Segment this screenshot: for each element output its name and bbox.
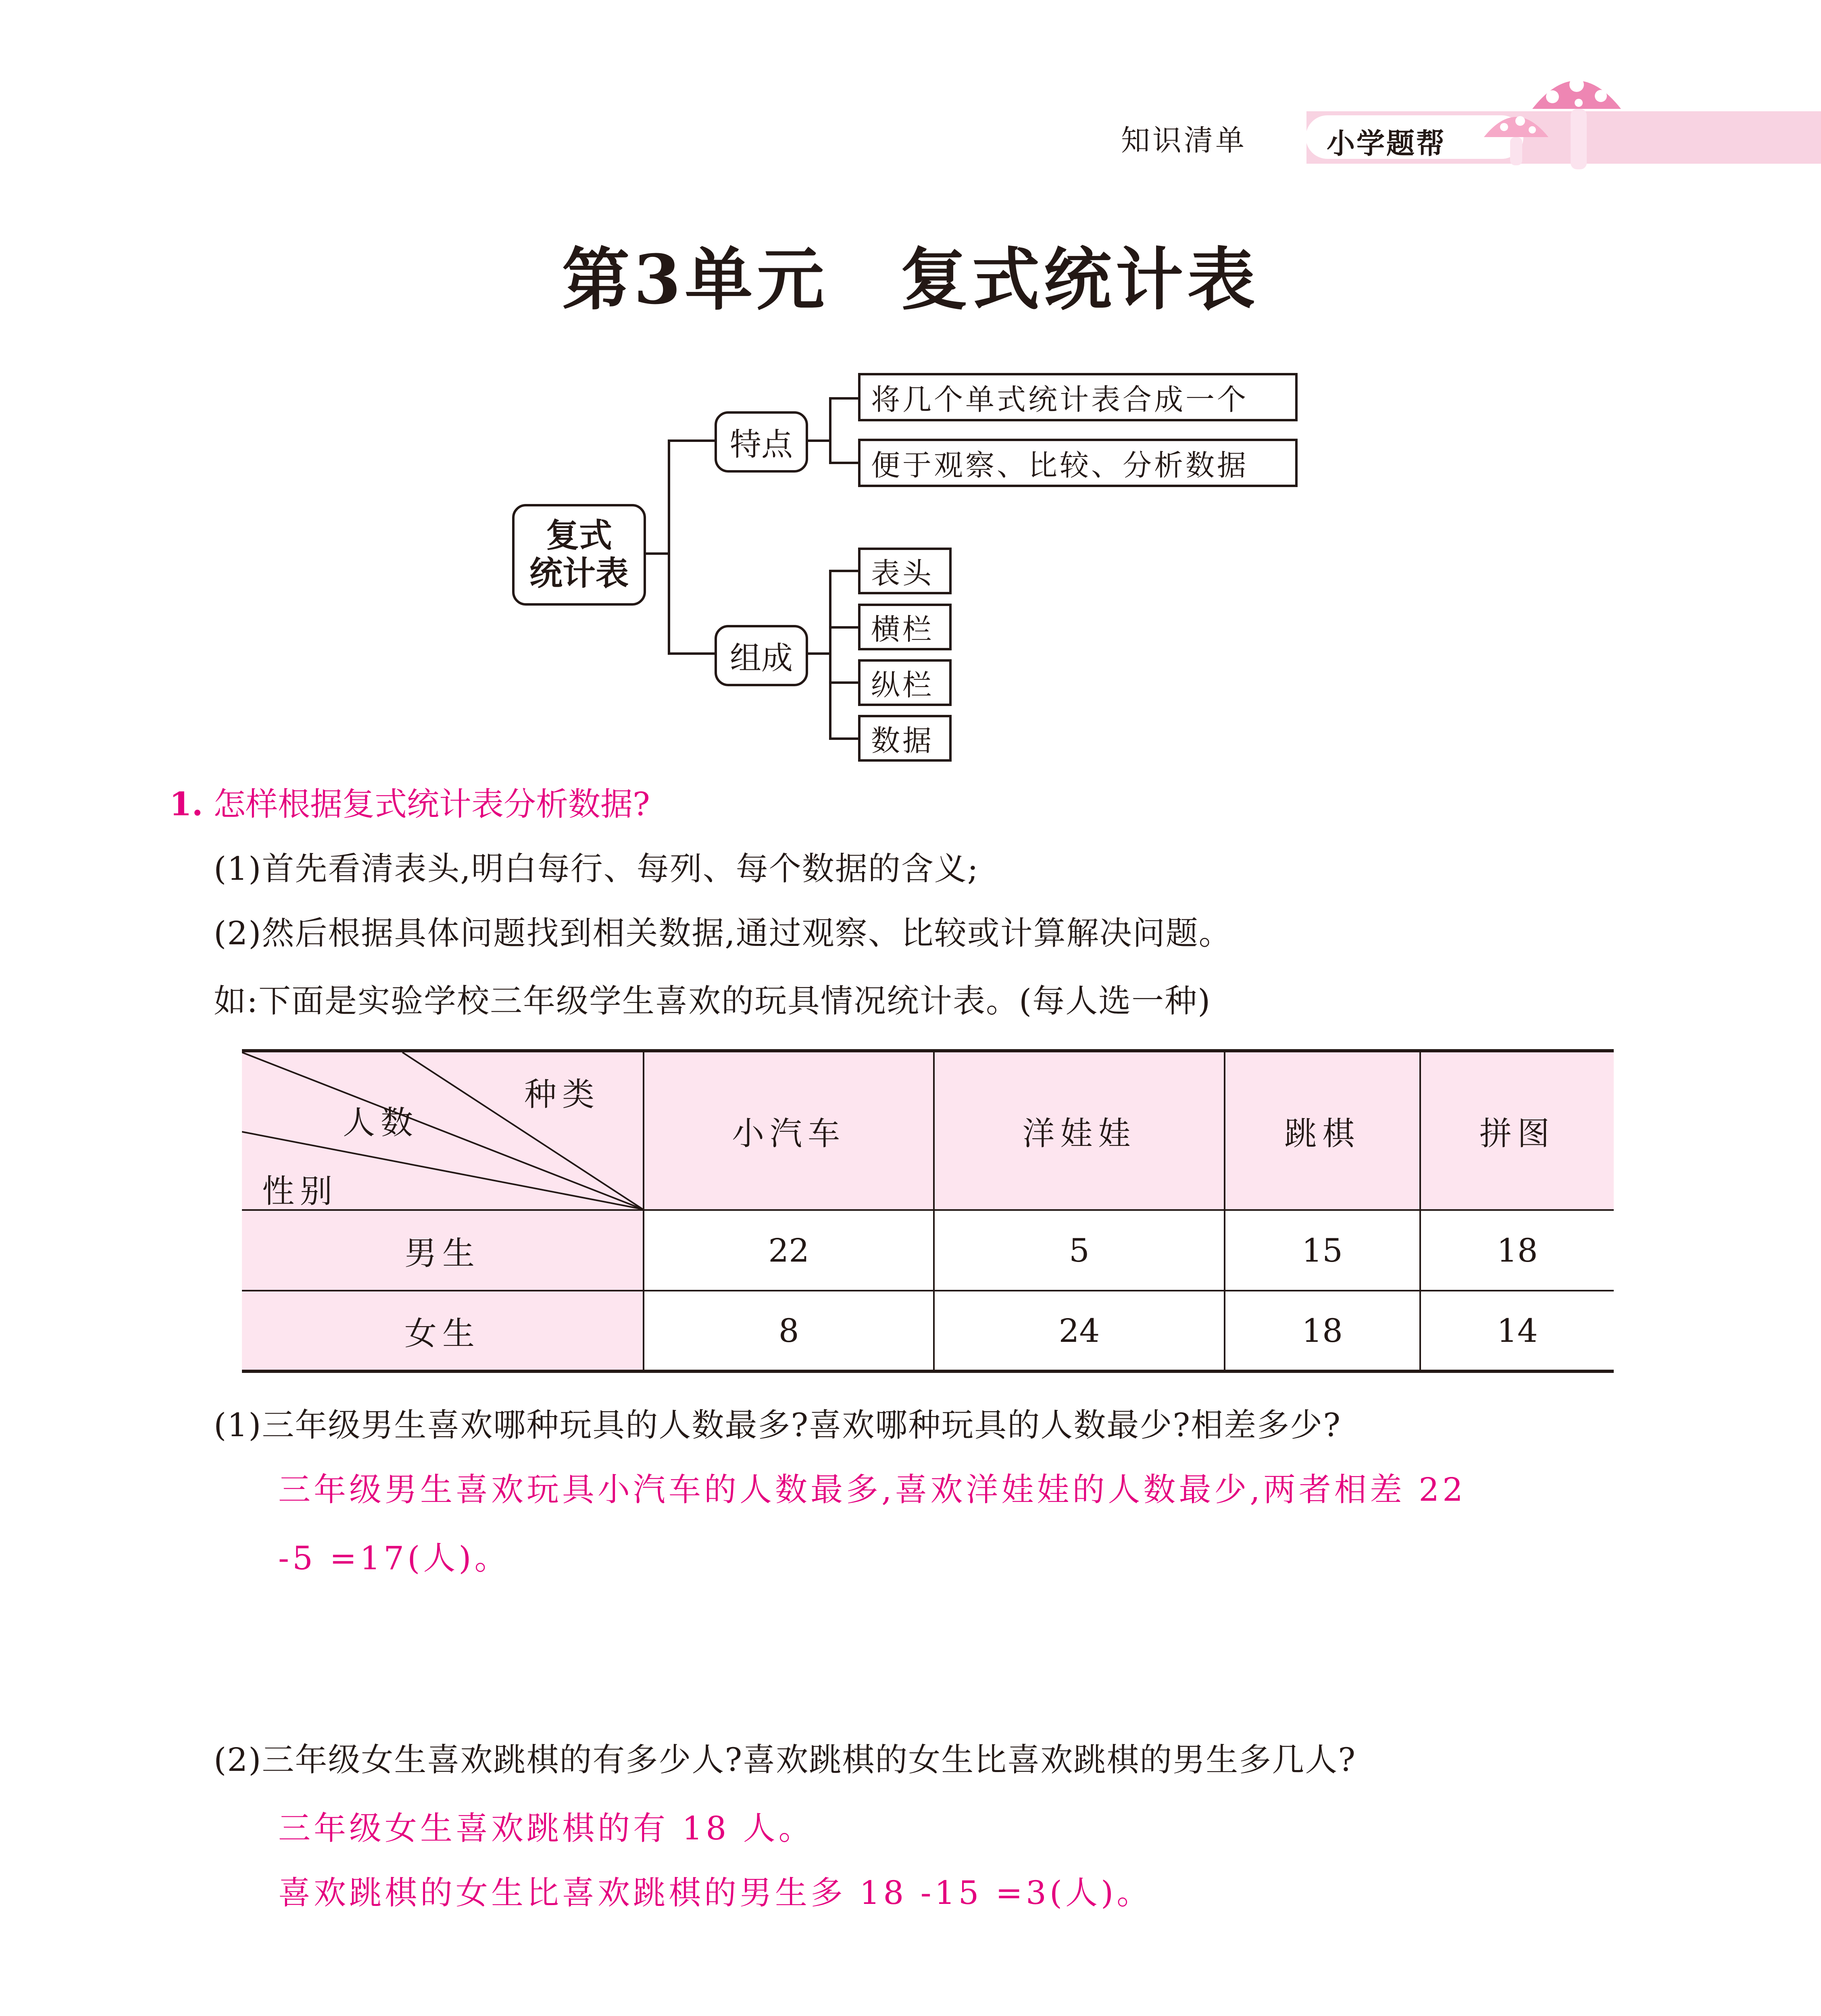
- table-cell: 5: [934, 1210, 1224, 1291]
- table-row: [242, 1291, 1614, 1371]
- table-cell: 8: [644, 1291, 934, 1371]
- question-title: 怎样根据复式统计表分析数据?: [213, 785, 650, 823]
- mindmap-connector: [668, 439, 715, 442]
- mindmap-connector: [829, 570, 831, 739]
- answer-line: 喜欢跳棋的女生比喜欢跳棋的男生多 18 -15 =3(人)。: [278, 1874, 1152, 1912]
- mindmap-leaf: 将几个单式统计表合成一个: [858, 373, 1298, 421]
- step-line: (1)首先看清表头,明白每行、每列、每个数据的含义;: [214, 850, 979, 887]
- mindmap-leaf: 表头: [858, 548, 952, 594]
- answer-line: -5 =17(人)。: [278, 1539, 510, 1577]
- section-label: 知识清单: [1121, 123, 1247, 157]
- corner-header-count: 人数: [343, 1104, 419, 1141]
- row-header: 男生: [242, 1210, 644, 1291]
- mindmap-leaf: 数据: [858, 715, 952, 762]
- answer-line: 三年级女生喜欢跳棋的有 18 人。: [278, 1810, 814, 1847]
- mindmap-connector: [806, 652, 831, 655]
- mindmap-root-line1: 复式: [546, 516, 612, 555]
- mindmap-connector: [829, 681, 858, 684]
- example-intro: 如:下面是实验学校三年级学生喜欢的玩具情况统计表。(每人选一种): [214, 982, 1211, 1020]
- table-row: [242, 1210, 1614, 1291]
- mindmap-connector: [829, 397, 858, 400]
- table-cell: 18: [1225, 1291, 1420, 1371]
- mindmap-root-line2: 统计表: [529, 554, 629, 593]
- table-cell: 15: [1225, 1210, 1420, 1291]
- brand-name: 小学题帮: [1327, 127, 1446, 160]
- step-line: (2)然后根据具体问题找到相关数据,通过观察、比较或计算解决问题。: [214, 914, 1232, 952]
- column-header: 跳棋: [1225, 1051, 1420, 1210]
- mindmap-connector: [829, 626, 858, 629]
- mindmap-root: [512, 504, 646, 606]
- mindmap-connector: [829, 397, 831, 464]
- mindmap-branch-composition: [715, 625, 808, 686]
- table-cell: 24: [934, 1291, 1224, 1371]
- mindmap-leaf: 便于观察、比较、分析数据: [858, 439, 1298, 487]
- question-heading: [169, 778, 650, 825]
- mindmap-leaf: 纵栏: [858, 659, 952, 706]
- row-header: 女生: [242, 1291, 644, 1371]
- table-cell: 14: [1420, 1291, 1614, 1371]
- mindmap-connector: [829, 462, 858, 464]
- answer-line: 三年级男生喜欢玩具小汽车的人数最多,喜欢洋娃娃的人数最少,两者相差 22: [278, 1471, 1467, 1508]
- table-cell: 18: [1420, 1210, 1614, 1291]
- table-cell: 22: [644, 1210, 934, 1291]
- column-header: 小汽车: [644, 1051, 934, 1210]
- table-corner-cell: [242, 1051, 644, 1210]
- subquestion-2: (2)三年级女生喜欢跳棋的有多少人?喜欢跳棋的女生比喜欢跳棋的男生多几人?: [214, 1741, 1356, 1779]
- column-header: 拼图: [1420, 1051, 1614, 1210]
- mindmap-connector: [668, 652, 715, 655]
- toy-preference-table: [242, 1049, 1614, 1373]
- mushroom-icon: [1472, 60, 1625, 181]
- mindmap-connector: [806, 439, 831, 442]
- column-header: 洋娃娃: [934, 1051, 1224, 1210]
- mindmap-connector: [645, 552, 669, 555]
- corner-header-category: 种类: [524, 1076, 600, 1113]
- subquestion-1: (1)三年级男生喜欢哪种玩具的人数最多?喜欢哪种玩具的人数最少?相差多少?: [214, 1406, 1341, 1444]
- mindmap-branch-label: 特点: [729, 427, 793, 463]
- mindmap-branch-label: 组成: [729, 640, 793, 677]
- mindmap-branch-features: [715, 411, 808, 473]
- corner-header-gender: 性别: [262, 1173, 338, 1210]
- mindmap-connector: [668, 439, 670, 653]
- mindmap-leaf: 横栏: [858, 604, 952, 650]
- mindmap-connector: [829, 570, 858, 572]
- mindmap-connector: [829, 737, 858, 740]
- question-number: 1.: [169, 785, 203, 823]
- unit-title: 第3单元 复式统计表: [562, 240, 1259, 319]
